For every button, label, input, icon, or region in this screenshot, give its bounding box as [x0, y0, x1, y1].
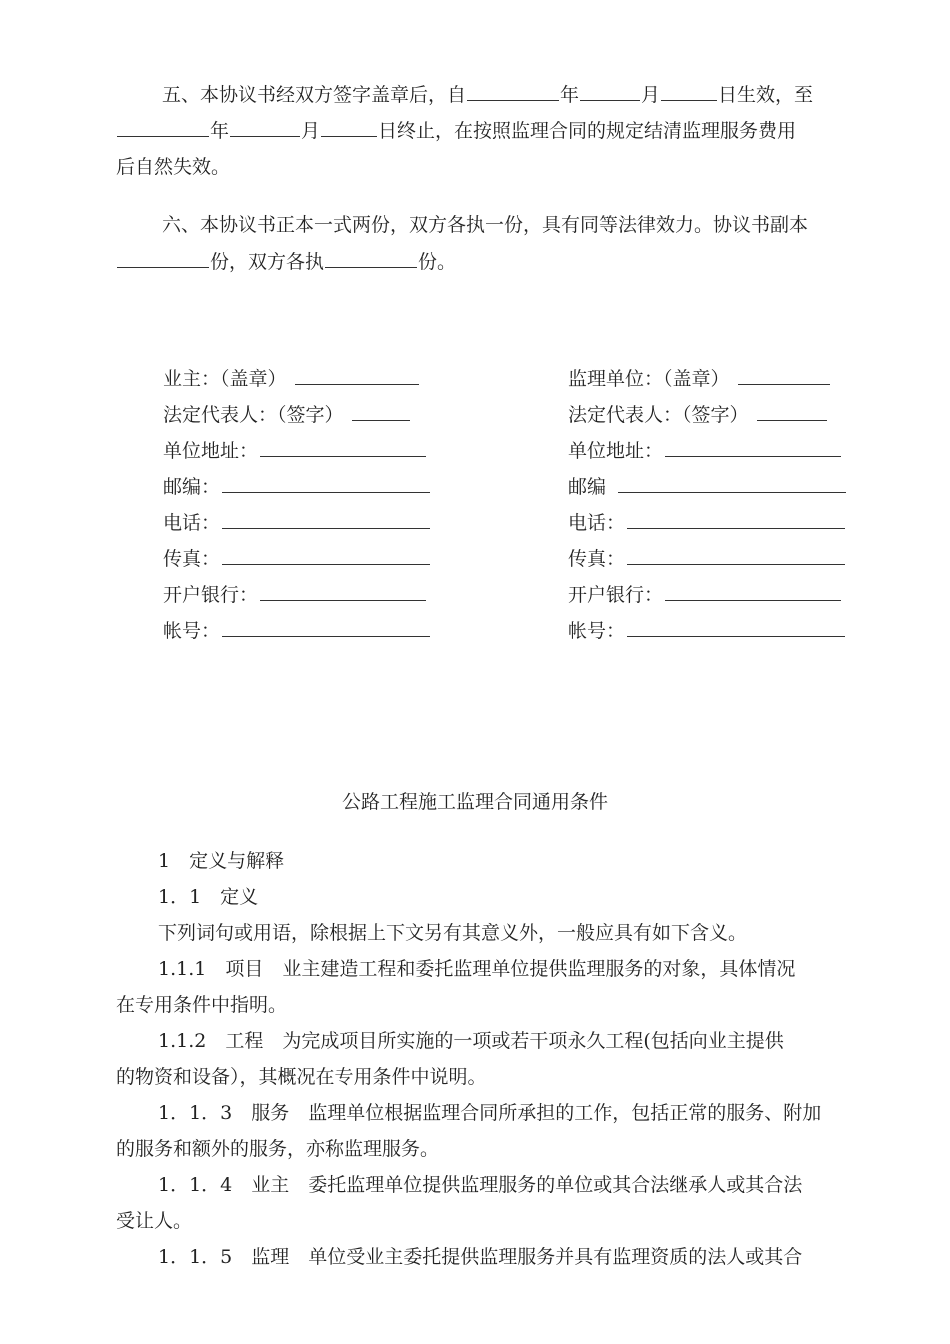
heading-definitions: 1 定义与解释: [158, 850, 285, 872]
para-1-1-2-line2: 的物资和设备），其概况在专用条件中说明。: [116, 1066, 487, 1088]
owner-postcode-row: 邮编：: [163, 473, 430, 499]
owner-bank-row: 开户银行：: [163, 581, 426, 607]
clause6-line1: 六、本协议书正本一式两份，双方各执一份，具有同等法律效力。协议书副本: [162, 214, 809, 236]
owner-phone-row: 电话：: [163, 509, 430, 535]
supervisor-representative-row: 法定代表人：（签字）: [568, 401, 827, 427]
end-month-blank: [230, 119, 300, 137]
para-1-1-4-line2: 受让人。: [116, 1210, 193, 1232]
month-label: 月: [641, 84, 661, 106]
start-day-label: 日生效，至: [718, 84, 814, 106]
owner-representative-row: 法定代表人：（签字）: [163, 401, 410, 427]
para-1-1-1-line2: 在专用条件中指明。: [116, 994, 288, 1016]
para-1-1-5-line1: 1．1．5 监理 单位受业主委托提供监理服务并具有监理资质的法人或其合: [158, 1246, 803, 1268]
year-blank: [467, 83, 559, 101]
clause5-prefix: 五、本协议书经双方签字盖章后，自: [162, 84, 467, 106]
para-1-1-3-line2: 的服务和额外的服务，亦称监理服务。: [116, 1138, 440, 1160]
copies-blank: [117, 250, 209, 268]
end-month-label: 月: [301, 120, 321, 142]
supervisor-seal-row: 监理单位：（盖章）: [568, 365, 830, 391]
supervisor-postcode-row: 邮编: [568, 473, 846, 499]
end-day-label: 日终止，在按照监理合同的规定结清监理服务费用: [378, 120, 797, 142]
definitions-intro: 下列词句或用语，除根据上下文另有其意义外，一般应具有如下含义。: [158, 922, 748, 944]
clause6-line2: [116, 250, 456, 274]
day-blank: [661, 83, 717, 101]
supervisor-bank-row: 开户银行：: [568, 581, 841, 607]
para-1-1-2-line1: 1.1.2 工程 为完成项目所实施的一项或若干项永久工程(包括向业主提供: [158, 1030, 784, 1052]
copies-end-label: 份。: [418, 251, 457, 273]
end-day-blank: [321, 119, 377, 137]
supervisor-address-row: 单位地址：: [568, 437, 841, 463]
para-1-1-4-line1: 1．1．4 业主 委托监理单位提供监理服务的单位或其合法继承人或其合法: [158, 1174, 803, 1196]
clause5-line2: [116, 119, 796, 143]
clause5-line1: [162, 83, 813, 107]
section-title: 公路工程施工监理合同通用条件: [341, 791, 608, 813]
copies-label: 份，双方各执: [210, 251, 325, 273]
end-year-blank: [117, 119, 209, 137]
supervisor-fax-row: 传真：: [568, 545, 845, 571]
owner-account-row: 帐号：: [163, 617, 430, 643]
supervisor-phone-row: 电话：: [568, 509, 845, 535]
month-blank: [580, 83, 640, 101]
owner-fax-row: 传真：: [163, 545, 430, 571]
para-1-1-3-line1: 1．1．3 服务 监理单位根据监理合同所承担的工作，包括正常的服务、附加: [158, 1102, 822, 1124]
clause5-line3: 后自然失效。: [116, 156, 231, 178]
each-copies-blank: [325, 250, 417, 268]
owner-address-row: 单位地址：: [163, 437, 426, 463]
supervisor-account-row: 帐号：: [568, 617, 845, 643]
owner-seal-row: 业主：（盖章）: [163, 365, 419, 391]
para-1-1-1-line1: 1.1.1 项目 业主建造工程和委托监理单位提供监理服务的对象，具体情况: [158, 958, 796, 980]
end-year-label: 年: [210, 120, 230, 142]
heading-1-1: 1．1 定义: [158, 886, 259, 908]
year-label: 年: [560, 84, 580, 106]
